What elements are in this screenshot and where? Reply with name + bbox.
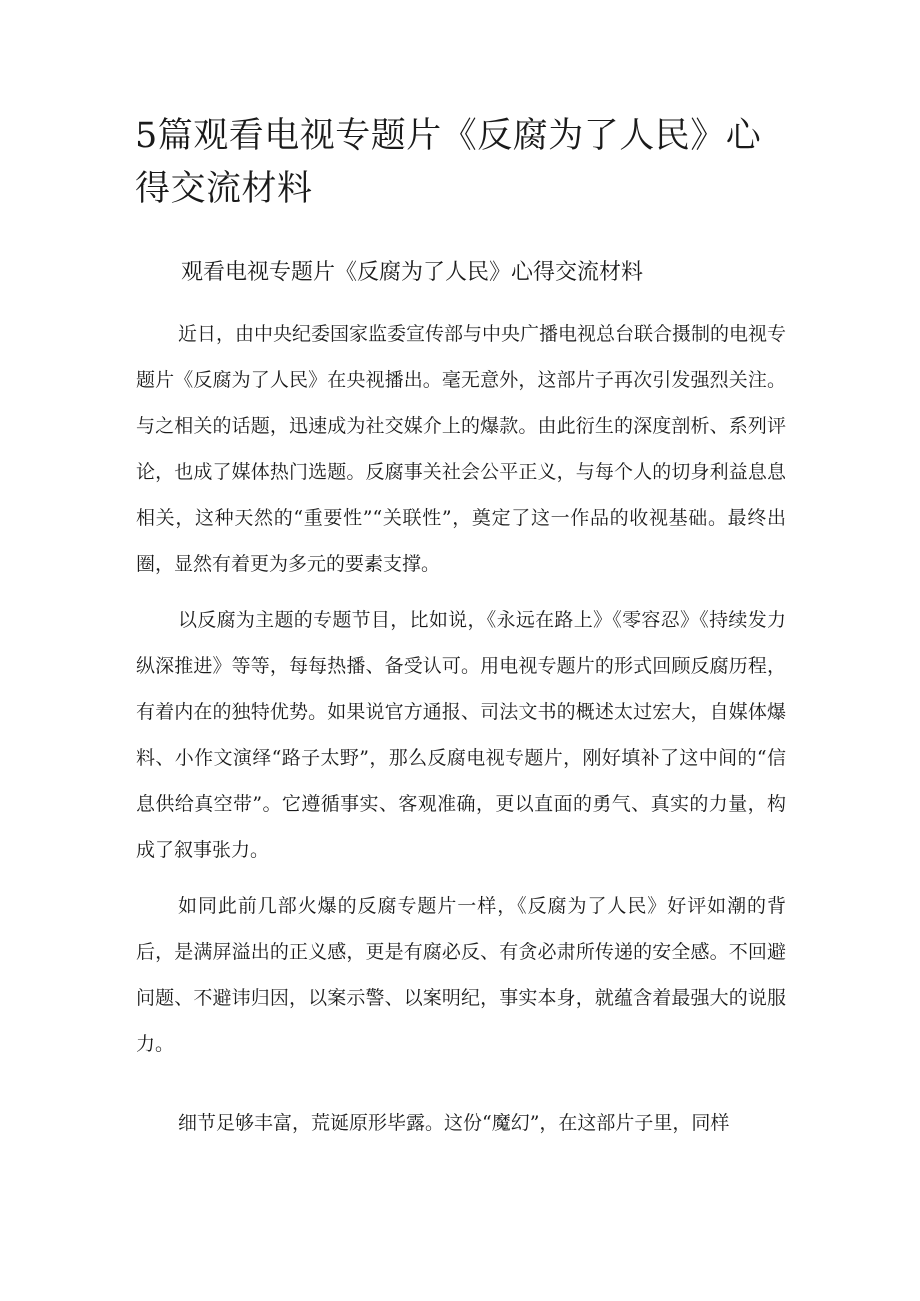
document-title: 5篇观看电视专题片《反腐为了人民》心得交流材料: [135, 116, 762, 209]
section-subtitle: 观看电视专题片《反腐为了人民》心得交流材料: [181, 260, 644, 285]
paragraph-2: 以反腐为主题的专题节目，比如说，《永远在路上》《零容忍》《持续发力纵深推进》等等，每每热播、备受认可。用电视专题片的形式回顾反腐历程，有着内在的独特优势。如果说官方通报、司法文书的概述太过宏大，自媒体爆料、小作文演绎“路子太野”，那么反腐电视专题片，刚好填补了这中间的“信息供给真空带”。它遵循事实、客观准确，更以直面的勇气、真实的力量，构成了叙事张力。: [136, 609, 786, 861]
paragraph-3: 如同此前几部火爆的反腐专题片一样，《反腐为了人民》好评如潮的背后，是满屏溢出的正义感，更是有腐必反、有贪必肃所传递的安全感。不回避问题、不避讳归因，以案示警、以案明纪，事实本身，就蕴含着最强大的说服力。: [136, 895, 786, 1055]
paragraph-4: 细节足够丰富，荒诞原形毕露。这份“魔幻”，在这部片子里，同样: [178, 1112, 730, 1134]
paragraph-1: 近日，由中央纪委国家监委宣传部与中央广播电视总台联合摄制的电视专题片《反腐为了人民》在央视播出。毫无意外，这部片子再次引发强烈关注。与之相关的话题，迅速成为社交媒介上的爆款。由此衍生的深度剖析、系列评论，也成了媒体热门选题。反腐事关社会公平正义，与每个人的切身利益息息相关，这种天然的“重要性”“关联性”，奠定了这一作品的收视基础。最终出圈，显然有着更为多元的要素支撑。: [136, 323, 787, 575]
